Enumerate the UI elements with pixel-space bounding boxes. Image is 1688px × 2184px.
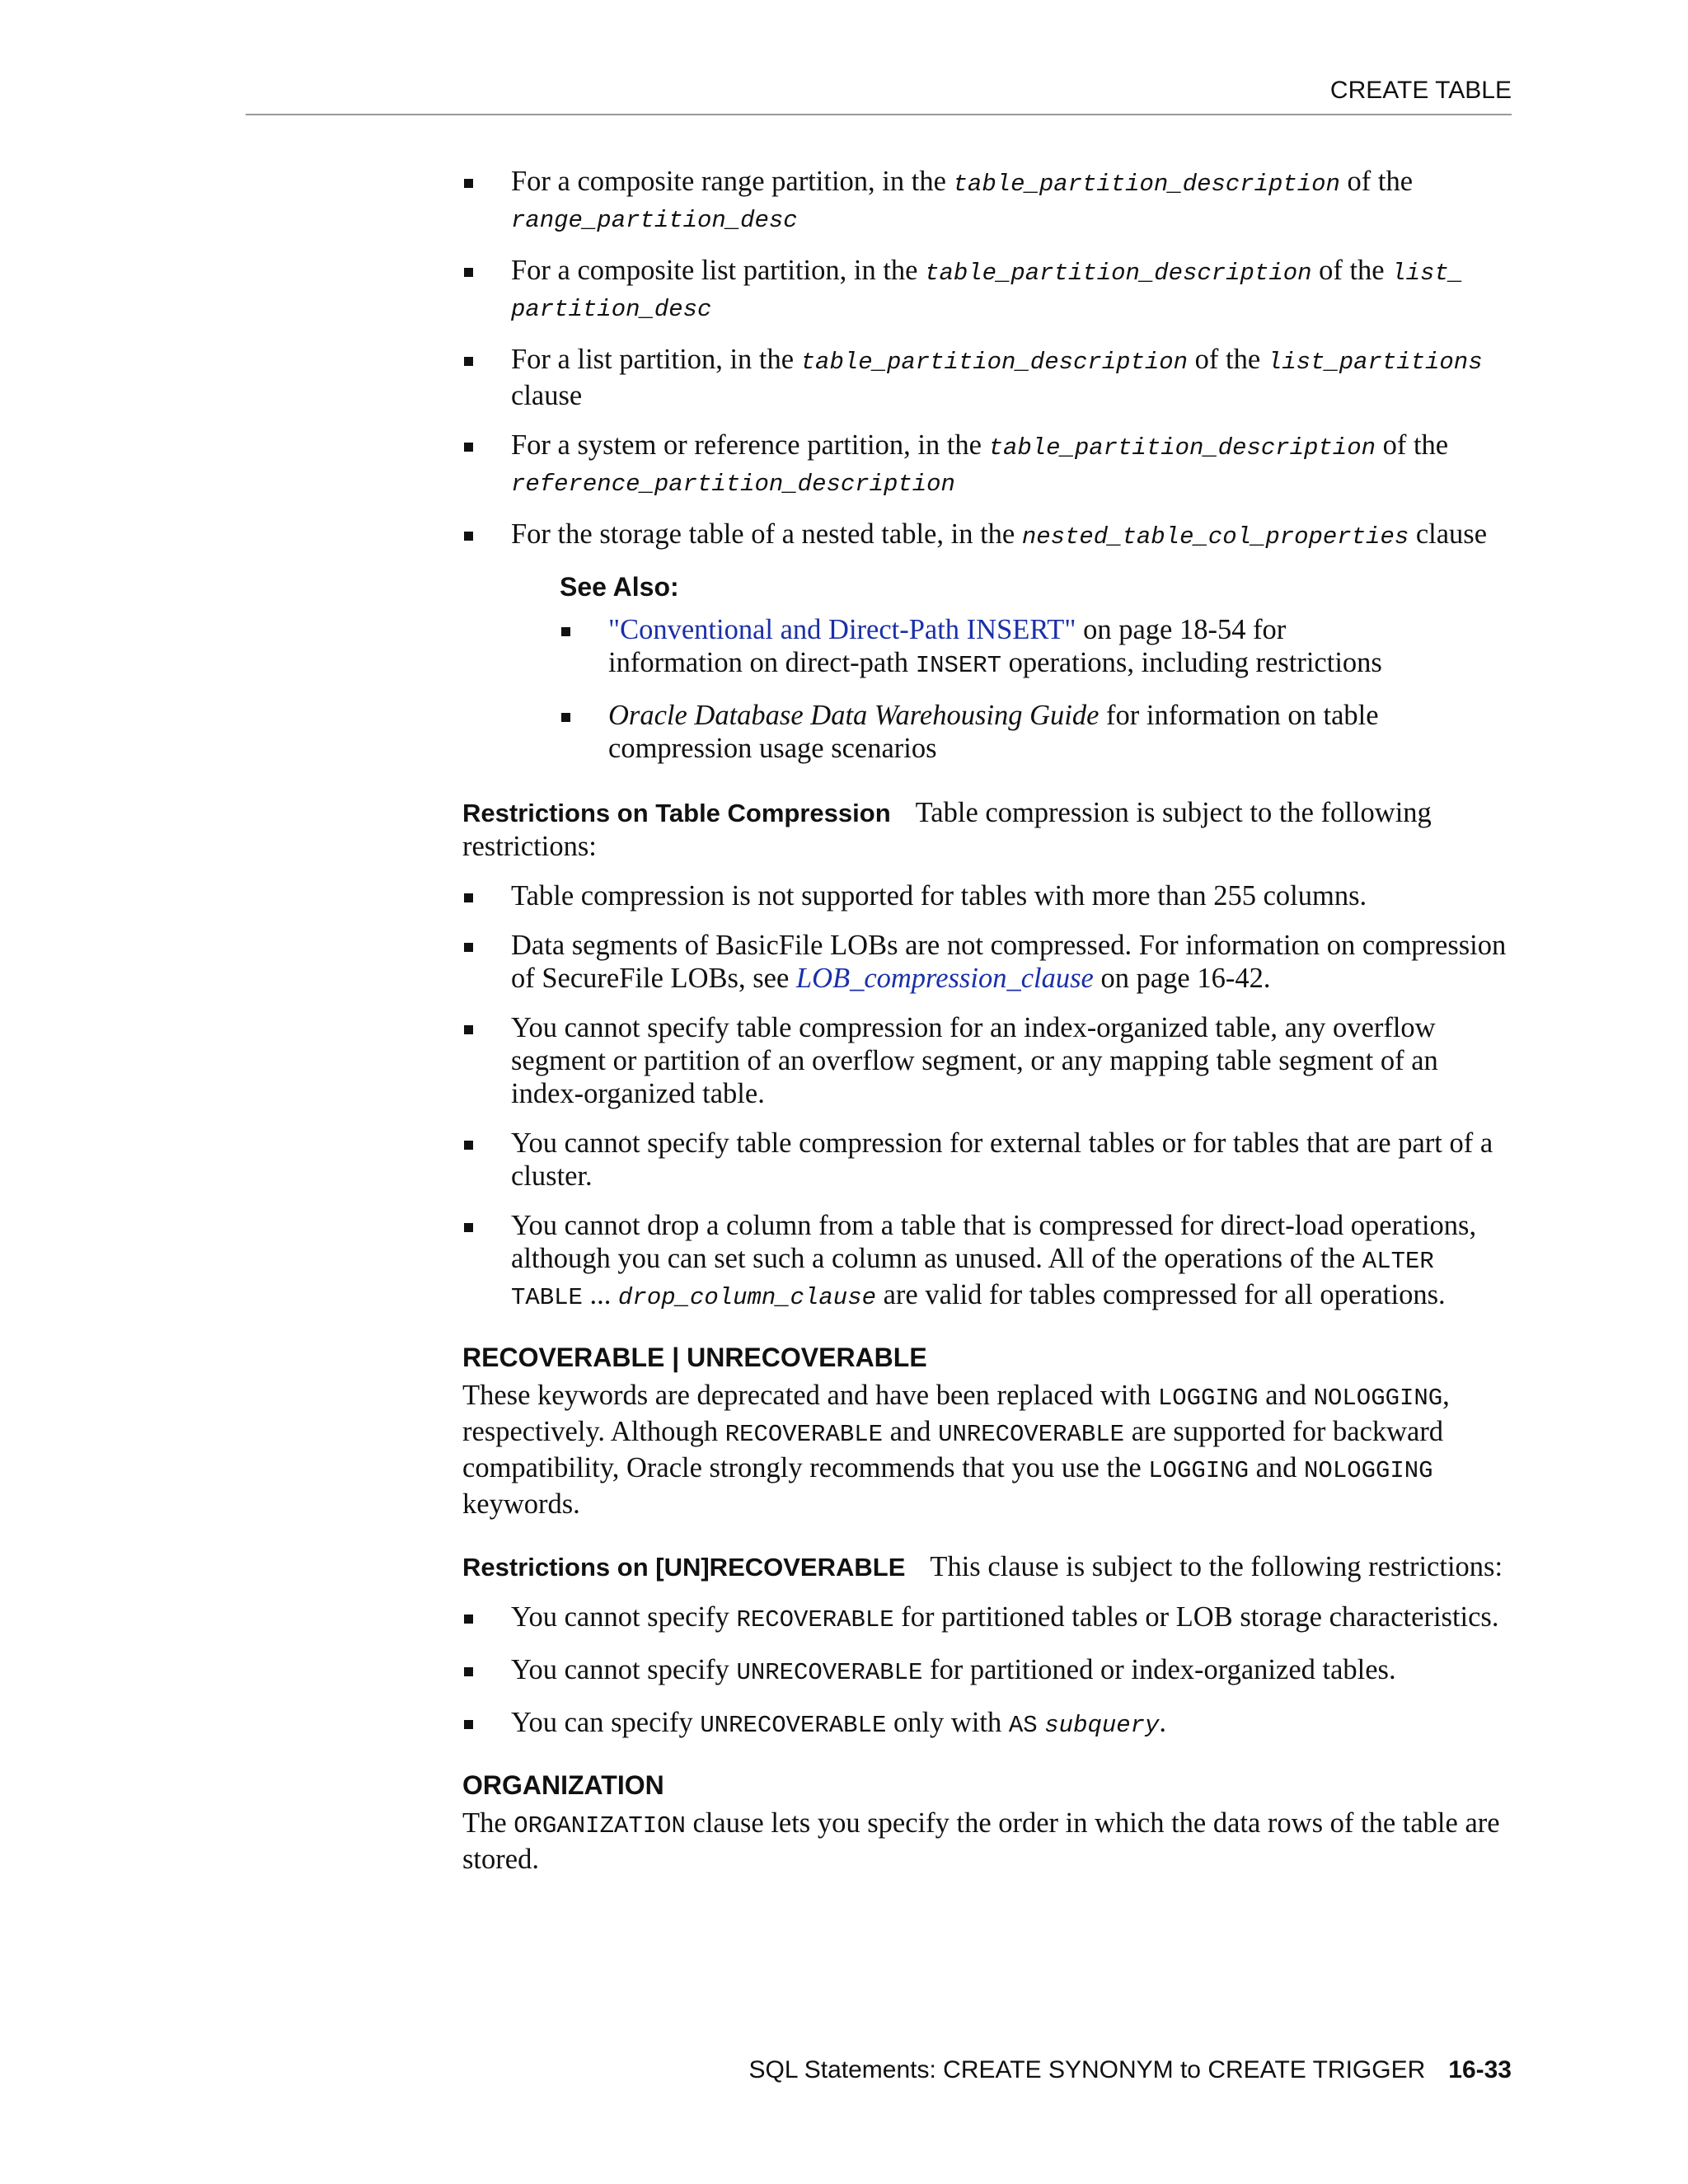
book-title: Oracle Database Data Warehousing Guide <box>608 700 1100 731</box>
see-also-heading: See Also: <box>560 572 679 602</box>
page-body <box>462 165 1517 1892</box>
list-item: Table compression is not supported for tables with more than 255 columns. <box>462 879 1517 912</box>
runin-heading: Restrictions on [UN]RECOVERABLE <box>462 1553 906 1582</box>
running-footer <box>246 2052 1512 2088</box>
list-item: For a list partition, in the table_partition_description of the list_partitions clause <box>462 343 1517 412</box>
section-heading-recoverable: RECOVERABLE | UNRECOVERABLE <box>462 1343 927 1372</box>
list-item: You cannot specify UNRECOVERABLE for partitioned or index-organized tables. <box>462 1653 1517 1690</box>
list-item: You cannot specify RECOVERABLE for partitioned tables or LOB storage characteristics. <box>462 1601 1517 1637</box>
organization-paragraph: The ORGANIZATION clause lets you specify the order in which the data rows of the table are stored. <box>462 1807 1500 1875</box>
page-number: 16-33 <box>1448 2056 1512 2083</box>
list-item: For a system or reference partition, in the table_partition_description of the reference_partition_description <box>462 429 1517 501</box>
list-item: For a composite list partition, in the table_partition_description of the list_ partition_desc <box>462 254 1517 326</box>
see-also-box <box>560 570 1384 765</box>
list-item: For a composite range partition, in the table_partition_description of the range_partition_desc <box>462 165 1517 237</box>
recoverable-paragraph: These keywords are deprecated and have been replaced with LOGGING and NOLOGGING, respectively. Although RECOVERABLE and UNRECOVERABLE are supported for backward compatibility, Oracle strongly recommends that you use the LOGGING and NOLOGGING keywords. <box>462 1380 1450 1520</box>
list-item: You cannot drop a column from a table that is compressed for direct-load operations, although you can set such a column as unused. All of the operations of the ALTER TABLE ... drop_column_clause are valid for tables compressed for all operations. <box>462 1209 1517 1315</box>
list-item: For the storage table of a nested table, in the nested_table_col_properties clause <box>462 518 1517 554</box>
list-item: Oracle Database Data Warehousing Guide for information on table compression usage scenarios <box>560 699 1384 765</box>
recoverable-restrictions-list <box>462 1601 1517 1742</box>
runin-heading: Restrictions on Table Compression <box>462 799 891 827</box>
conventional-direct-path-insert-link[interactable]: "Conventional and Direct-Path INSERT" <box>608 614 1076 645</box>
lob-compression-clause-link[interactable]: LOB_compression_clause <box>795 963 1094 994</box>
running-header <box>246 73 1512 115</box>
section-heading-organization: ORGANIZATION <box>462 1770 664 1800</box>
list-item: "Conventional and Direct-Path INSERT" on page 18-54 for information on direct-path INSERT operations, including restrictions <box>560 613 1384 682</box>
header-title: CREATE TABLE <box>1329 77 1512 104</box>
partition-bullets <box>462 165 1517 554</box>
list-item: Data segments of BasicFile LOBs are not compressed. For information on compression of SecureFile LOBs, see LOB_compression_clause on page 16-42. <box>462 929 1517 995</box>
list-item: You cannot specify table compression for external tables or for tables that are part of a cluster. <box>462 1127 1517 1193</box>
restrictions-recoverable-intro: Restrictions on [UN]RECOVERABLE This clause is subject to the following restrictions: <box>462 1551 1503 1582</box>
see-also-list <box>560 613 1384 765</box>
compression-restrictions-list <box>462 879 1517 1315</box>
list-item: You can specify UNRECOVERABLE only with AS subquery. <box>462 1706 1517 1742</box>
footer-text: SQL Statements: CREATE SYNONYM to CREATE TRIGGER <box>748 2056 1426 2083</box>
restrictions-compression-intro: Restrictions on Table Compression Table compression is subject to the following restrictions: <box>462 797 1432 862</box>
list-item: You cannot specify table compression for an index-organized table, any overflow segment or partition of an overflow segment, or any mapping table segment of an index-organized table. <box>462 1011 1517 1110</box>
